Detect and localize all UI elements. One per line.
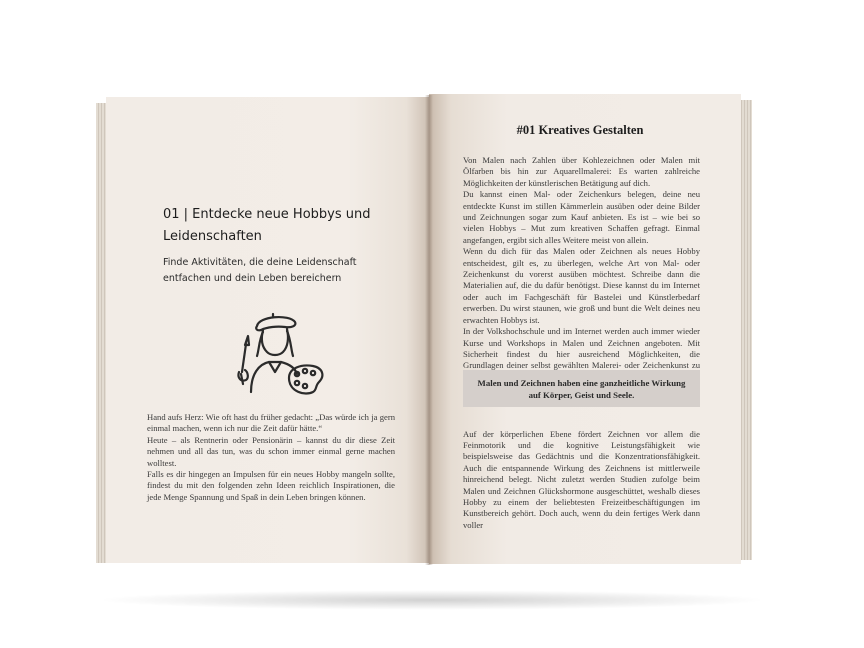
highlight-quote: Malen und Zeichnen haben eine ganzheitliche Wirkung auf Körper, Geist und Seele. [463, 370, 700, 407]
right-paragraph: Du kannst einen Mal- oder Zeichenkurs belegen, deine neu entdeckte Kunst im stillen Kämmerlein ausüben oder deine Bilder und Zeichnungen sogar zum Kauf anbieten. Es ist – wie bei so vielen Hobbys – Mut zum kreativen Schaffen gefragt. Einmal angefangen, ergibt sich alles Weitere meist von allein. [463, 189, 700, 245]
left-paragraph: Falls es dir hingegen an Impulsen für ein neues Hobby mangeln sollte, findest du mit den folgenden zehn Ideen reichlich Inspirationen, die jede Menge Spannung und Spaß in dein Leben bringen können. [147, 469, 395, 502]
painter-with-palette-icon [233, 312, 325, 396]
chapter-title: 01 | Entdecke neue Hobbys und Leidenschaften [163, 207, 371, 244]
right-body-text [463, 155, 700, 383]
right-body-text-continued [463, 420, 700, 540]
book-gutter [425, 95, 433, 565]
right-paragraph: Auf der körperlichen Ebene fördert Zeichnen vor allem die Feinmotorik und die kognitive Leistungsfähigkeit wie beispielsweise das Gedächtnis und die Konzentrationsfähigkeit. Auch die entspannende Wirkung des Zeichnens ist mittlerweile hinreichend belegt. Nicht zuletzt werden Studien zufolge beim Malen und Zeichnen Glückshormone ausgeschüttet, weshalb dieses Hobby zu einem der beliebtesten Freizeitbeschäftigungen im Kunstbereich gehört. Doch auch, wenn du dein fertiges Werk dann voller [463, 428, 700, 530]
chapter-subtitle: Finde Aktivitäten, die deine Leidenschaft entfachen und dein Leben bereichern [163, 257, 357, 284]
section-title: #01 Kreatives Gestalten [516, 123, 644, 137]
left-paragraph: Heute – als Rentnerin oder Pensionärin – kannst du dir diese Zeit nehmen und all das tun, was du schon immer einmal gerne machen wolltest. [147, 434, 395, 468]
left-paragraph: Hand aufs Herz: Wie oft hast du früher gedacht: „Das würde ich ja gern einmal machen, wenn ich nur die Zeit dafür hätte.“ [147, 412, 395, 434]
right-paragraph: Von Malen nach Zahlen über Kohlezeichnen oder Malen mit Ölfarben bis hin zur Aquarellmalerei: Es warten zahlreiche Möglichkeiten der künstlerischen Betätigung auf dich. [463, 155, 700, 188]
left-body-text [147, 412, 395, 503]
book-shadow [96, 590, 768, 610]
right-paragraph: Wenn du dich für das Malen oder Zeichnen als neues Hobby entscheidest, gilt es, zu überlegen, welche Art von Mal- oder Zeichenkunst du vorerst ausüben möchtest. Schreibe dann die Materialien auf, die du dafür benötigst. Diese kannst du im Internet oder auch im Fachgeschäft für Bastelei und Künstlerbedarf erwerben. Du wirst staunen, wie groß und bunt die Welt deines neu erwachten Hobbys ist. [463, 246, 700, 325]
right-paragraph: In der Volkshochschule und im Internet werden auch immer wieder Kurse und Workshops in Malen und Zeichnen angeboten. Mit Sicherheit findest du hier ausreichend Möglichkeiten, die Grundlagen deiner selbst gewählten Malerei- oder Zeichenkunst zu [463, 326, 700, 371]
